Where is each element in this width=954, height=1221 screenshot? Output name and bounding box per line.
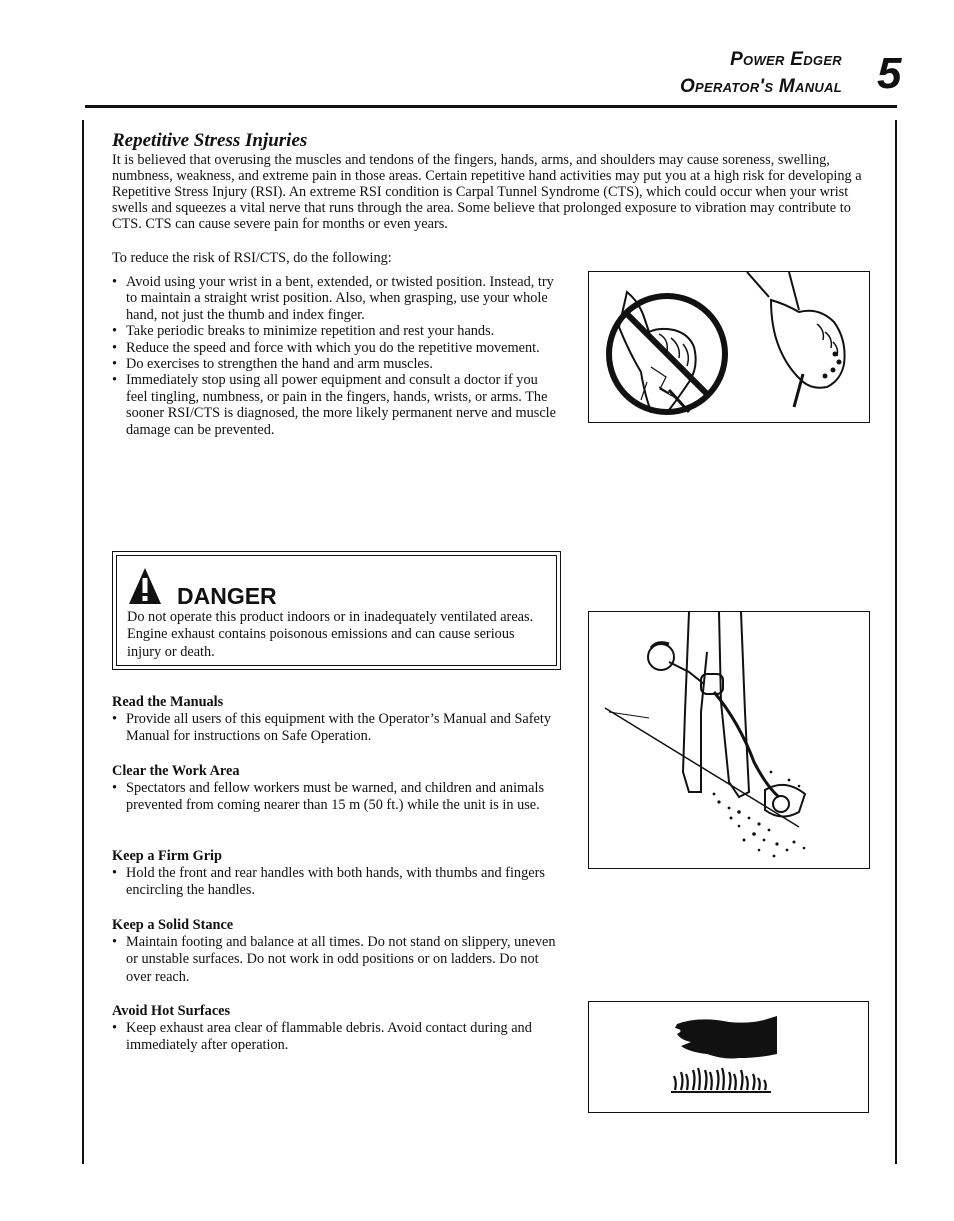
right-margin-rule (895, 120, 897, 1164)
wrist-position-illustration (588, 271, 870, 423)
manual-title-line2: Operator's Manual (679, 76, 842, 97)
manual-title-line1: Power Edger (730, 49, 842, 70)
rsi-list-item: • Avoid using your wrist in a bent, extended, or twisted position. Instead, try to maintain a straight wrist position. Also, when grasping, use your whole hand, not just the thumb and index finger. (112, 274, 557, 323)
hot-surface-illustration (588, 1001, 869, 1113)
rsi-list-item: • Do exercises to strengthen the hand and arm muscles. (112, 356, 557, 372)
header-divider (85, 105, 897, 108)
solid-stance-section (112, 917, 562, 986)
rsi-reduce-intro: To reduce the risk of RSI/CTS, do the following: (112, 250, 392, 266)
list-item: • Provide all users of this equipment with the Operator’s Manual and Safety Manual for instructions on Safe Operation. (112, 711, 562, 746)
hot-surfaces-heading: Avoid Hot Surfaces (112, 1003, 231, 1019)
page-number: 5 (877, 49, 902, 98)
hands-grip-icon (589, 272, 869, 422)
danger-text: Do not operate this product indoors or in inadequately ventilated areas. Engine exhaust contains poisonous emissions and can cause serious injury or death. (127, 609, 534, 660)
manual-title (680, 46, 842, 100)
rsi-intro-paragraph: It is believed that overusing the muscles and tendons of the fingers, hands, arms, and shoulders may cause soreness, swelling, numbness, weakness, and extreme pain in those areas. Certain repetitive hand activities may put you at a high risk for developing a Repetitive Stress Injury (RSI). An extreme RSI condition is Carpal Tunnel Syndrome (CTS), which could occur when your wrist swells and squeezes a vital nerve that runs through the area. Some believe that prolonged exposure to vibration may contribute to CTS. CTS can cause severe pain for months or even years. (112, 152, 862, 232)
hot-surfaces-section (112, 1003, 562, 1055)
read-manuals-heading: Read the Manuals (112, 694, 224, 710)
operator-edging-illustration (588, 611, 870, 869)
solid-stance-heading: Keep a Solid Stance (112, 917, 234, 933)
clear-area-heading: Clear the Work Area (112, 763, 240, 779)
left-margin-rule (82, 120, 84, 1164)
rsi-list-item: • Take periodic breaks to minimize repetition and rest your hands. (112, 323, 557, 339)
warning-triangle-icon (127, 566, 163, 606)
section-title-rsi: Repetitive Stress Injuries (112, 130, 308, 151)
firm-grip-section (112, 848, 562, 900)
danger-heading: DANGER (177, 583, 277, 609)
read-manuals-section (112, 694, 562, 746)
operator-stance-icon (589, 612, 869, 868)
list-item: • Keep exhaust area clear of flammable debris. Avoid contact during and immediately after operation. (112, 1020, 562, 1055)
hot-surface-hand-icon (589, 1002, 868, 1112)
rsi-list-item: • Reduce the speed and force with which you do the repetitive movement. (112, 340, 557, 356)
list-item: • Hold the front and rear handles with both hands, with thumbs and fingers encircling the handles. (112, 865, 562, 900)
list-item: • Maintain footing and balance at all times. Do not stand on slippery, uneven or unstable surfaces. Do not work in odd positions or on ladders. Do not over reach. (112, 934, 562, 986)
rsi-list-item: • Immediately stop using all power equipment and consult a doctor if you feel tingling, numbness, or pain in the fingers, hands, wrists, or arms. The sooner RSI/CTS is diagnosed, the more likely permanent nerve and muscle damage can be prevented. (112, 372, 557, 438)
danger-notice (112, 551, 561, 670)
firm-grip-heading: Keep a Firm Grip (112, 848, 222, 864)
list-item: • Spectators and fellow workers must be warned, and children and animals prevented from coming nearer than 15 m (50 ft.) while the unit is in use. (112, 780, 562, 815)
clear-area-section (112, 763, 562, 815)
rsi-list (112, 274, 557, 438)
